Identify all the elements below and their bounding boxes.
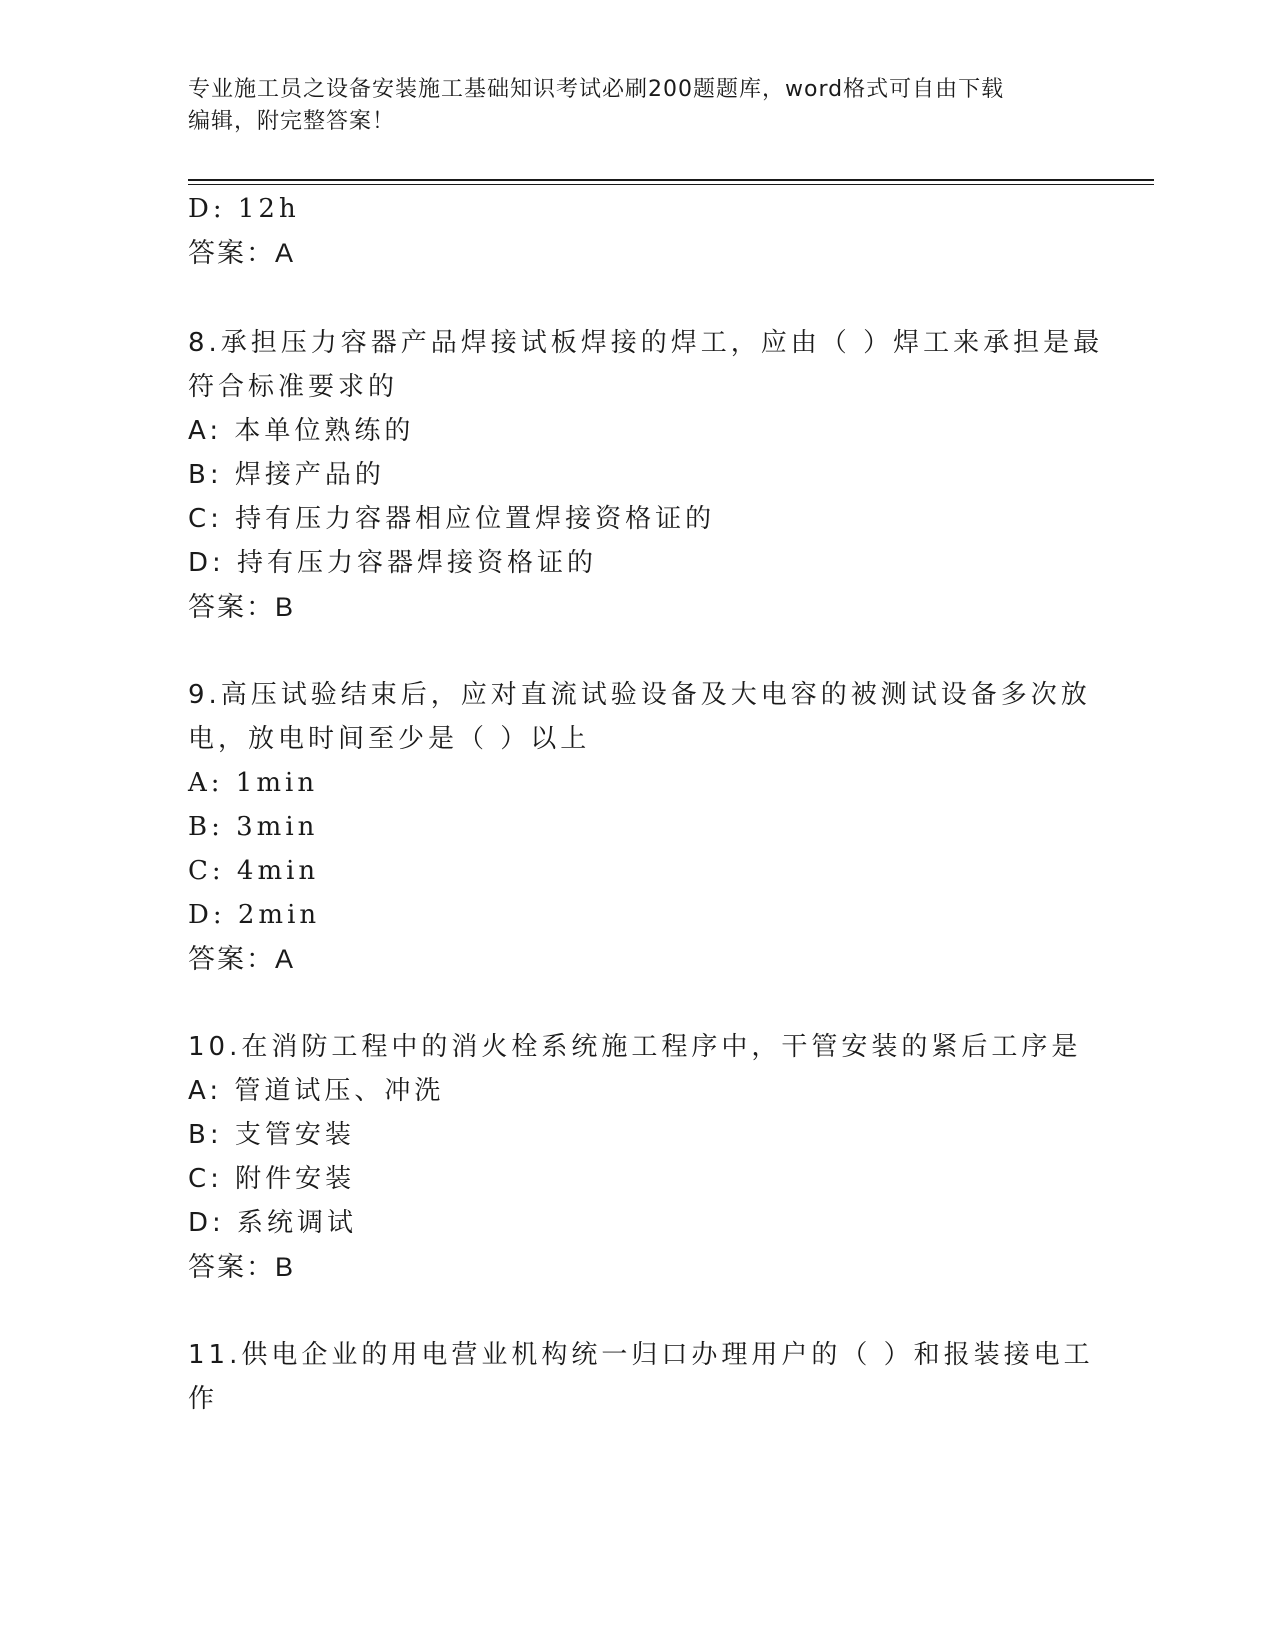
q8-option-c: C: 持有压力容器相应位置焊接资格证的 — [188, 504, 716, 534]
q7-answer: 答案：A — [188, 238, 296, 268]
q9-option-b: B: 3min — [188, 812, 319, 842]
q8-option-b: B: 焊接产品的 — [188, 460, 385, 490]
header-title-line-2: 编辑，附完整答案！ — [188, 109, 396, 134]
header-divider-thin — [188, 184, 1154, 185]
q8-option-d: D: 持有压力容器焊接资格证的 — [188, 548, 598, 578]
header-title-line-1: 专业施工员之设备安装施工基础知识考试必刷200题题库，word格式可自由下载 — [188, 77, 1005, 102]
q8-answer: 答案：B — [188, 592, 296, 622]
q8-stem-line-2: 符合标准要求的 — [188, 372, 399, 402]
q7-option-d: D: 12h — [188, 194, 300, 224]
q9-option-c: C: 4min — [188, 856, 320, 886]
q10-option-a: A: 管道试压、冲洗 — [188, 1076, 445, 1106]
q10-option-c: C: 附件安装 — [188, 1164, 356, 1194]
q9-answer: 答案：A — [188, 944, 296, 974]
q8-stem-line-1: 8.承担压力容器产品焊接试板焊接的焊工，应由（ ）焊工来承担是最 — [188, 328, 1104, 358]
document-header — [188, 74, 1078, 138]
q11-stem-line-1: 11.供电企业的用电营业机构统一归口办理用户的（ ）和报装接电工 — [188, 1340, 1094, 1370]
q9-option-a: A: 1min — [188, 768, 319, 798]
q11-stem-line-2: 作 — [188, 1384, 219, 1414]
q9-stem-line-1: 9.高压试验结束后，应对直流试验设备及大电容的被测试设备多次放 — [188, 680, 1091, 710]
q9-option-d: D: 2min — [188, 900, 321, 930]
q10-option-b: B: 支管安装 — [188, 1120, 355, 1150]
header-divider-thick — [188, 179, 1154, 181]
q8-option-a: A: 本单位熟练的 — [188, 416, 415, 446]
q9-stem-line-2: 电，放电时间至少是（ ）以上 — [188, 724, 591, 754]
q10-answer: 答案：B — [188, 1252, 296, 1282]
q10-option-d: D: 系统调试 — [188, 1208, 358, 1238]
q10-stem-line-1: 10.在消防工程中的消火栓系统施工程序中，干管安装的紧后工序是 — [188, 1032, 1082, 1062]
